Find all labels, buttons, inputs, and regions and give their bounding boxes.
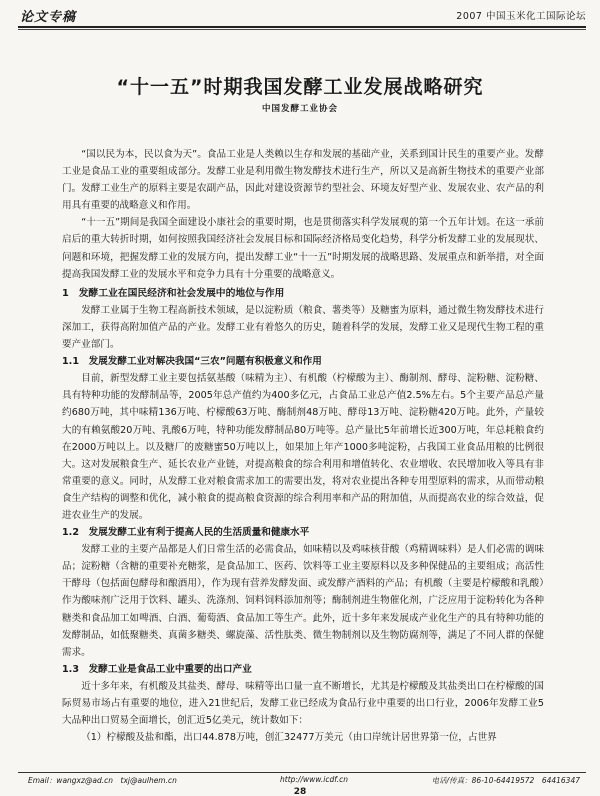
article-author: 中国发酵工业协会 — [261, 104, 338, 114]
page-number: 28 — [293, 787, 307, 796]
paragraph: 目前，新型发酵工业主要包括氨基酸（味精为主）、有机酸（柠檬酸为主）、酶制剂、酵母、淀粉糖、淀粉糖、具有特种功能的发酵制品等，2005年总产值约为400多亿元，占食品工业总产值2.5%左右。5个主要产品总产量约680万吨，其中味精136万吨、柠檬酸63万吨、酶制剂48万吨、酵母13万吨、淀粉糖420万吨。此外，产量较大的有赖氨酸20万吨、乳酸6万吨，特种功能发酵制品80万吨等。总产量比5年前增长近300万吨，年总耗粮食约在2000万吨以上。以及糖厂的废糖蜜50万吨以上，如果加上年产1000多吨淀粉，占我国工业食品用粮的比例很大。这对发展粮食生产、延长农业产业链，对提高粮食的综合利用和增值转化、农业增收、农民增加收入等具有非常重要的意义。同时，从发酵工业对粮食需求加工的需要出发，将对农业提出各种专用型原料的需求，从而带动粮食生产结构的调整和优化，减小粮食的提高粮食资源的综合利用率和产品的附加值，从而提高农业的综合效益，促进农业生产的发展。 — [62, 373, 544, 521]
subsection-heading: 1.1 发展发酵工业对解决我国“三农”问题有积极意义和作用 — [62, 356, 322, 368]
running-footer — [18, 775, 586, 787]
header-rule-thin — [18, 29, 586, 30]
subsection-heading: 1.3 发酵工业是食品工业中重要的出口产业 — [62, 663, 252, 675]
section-label: 论文专稿 — [20, 10, 77, 25]
section-heading: 1 发酵工业在国民经济和社会发展中的地位与作用 — [62, 287, 285, 299]
paragraph: “国以民为本，民以食为天”。食品工业是人类赖以生存和发展的基础产业，关系到国计民生的重要产业。发酵工业是食品工业的重要组成部分。发酵工业是利用微生物发酵技术进行生产，所以又是高新生物技术的重要产业部门。发酵工业生产的原料主要是农副产品，因此对建设资源节约型社会、环境友好型产业、发展农业、农产品的利用具有重要的战略意义和作用。 — [62, 149, 544, 212]
subsection-heading: 1.2 发展发酵工业有利于提高人民的生活质量和健康水平 — [62, 527, 310, 539]
paragraph: “十一五”期间是我国全面建设小康社会的重要时期，也是贯彻落实科学发展观的第一个五年计划。在这一承前启后的重大转折时期，如何按照我国经济社会发展目标和国际经济格局变化趋势，科学分析发酵工业的发展现状、问题和环境，把握发酵工业的发展方向，提出发酵工业“十一五”时期发展的战略思路、发展重点和新举措，对全面提高我国发酵工业的发展水平和竞争力具有十分重要的战略意义。 — [62, 217, 544, 280]
running-header — [18, 6, 586, 28]
paragraph: 近十多年来，有机酸及其盐类、酵母、味精等出口量一直不断增长，尤其是柠檬酸及其盐类出口在柠檬酸的国际贸易市场占有重要的地位，进入21世纪后，发酵工业已经成为食品行业中重要的出口行业，2006年发酵工业5大品种出口贸易全面增长，创汇近5亿美元，统计数如下： — [62, 680, 544, 727]
journal-name: 2007 中国玉米化工国际论坛 — [456, 11, 586, 22]
footer-website: http://www.icdf.cn — [280, 775, 349, 784]
paragraph: 发酵工业属于生物工程高新技术领域，是以淀粉质（粮食、薯类等）及糖蜜为原料，通过微生物发酵技术进行深加工，获得高附加值产品的产业。发酵工业有着悠久的历史，随着科学的发展，发酵工业又是现代生物工程的重要产业部门。 — [62, 304, 544, 351]
article-body — [62, 146, 544, 746]
paragraph: 发酵工业的主要产品都是人们日常生活的必需食品，如味精以及鸡味核苷酸（鸡精调味料）是人们必需的调味品；淀粉糖（含糖的重要补充糖浆，是食品加工、医药、饮料等工业主要原料以及多种保健品的主要组成；高活性干酵母（包括面包酵母和酿酒用），作为现有营养发酵发面、或发酵产酒料的产品；有机酸（主要是柠檬酸和乳酸）作为酸味剂广泛用于饮料、罐头、洗涤剂、饲料饲料添加剂等；酶制剂进生物催化剂，广泛应用于淀粉转化为各种糖类和食品加工如啤酒、白酒、葡萄酒、食品加工等生产。此外，近十多年来发展成产业化生产的具有特种功能的发酵制品，如低聚糖类、真菌多糖类、螺旋藻、活性肽类、微生物制剂以及生物防腐剂等，满足了不同人群的保健需求。 — [62, 544, 544, 658]
article-title: “十一五”时期我国发酵工业发展战略研究 — [116, 76, 484, 98]
paragraph: （1）柠檬酸及盐和酯，出口44.878万吨，创汇32477万美元（由口岸统计居世界第一位，占世界 — [81, 732, 497, 744]
footer-rule — [18, 772, 586, 773]
header-rule — [18, 26, 586, 28]
footer-email: Email：wangxz@ad.cn txj@aulhem.cn — [28, 776, 177, 785]
footer-phone: 电话/传真：86-10-64419572 64416347 — [431, 776, 580, 785]
